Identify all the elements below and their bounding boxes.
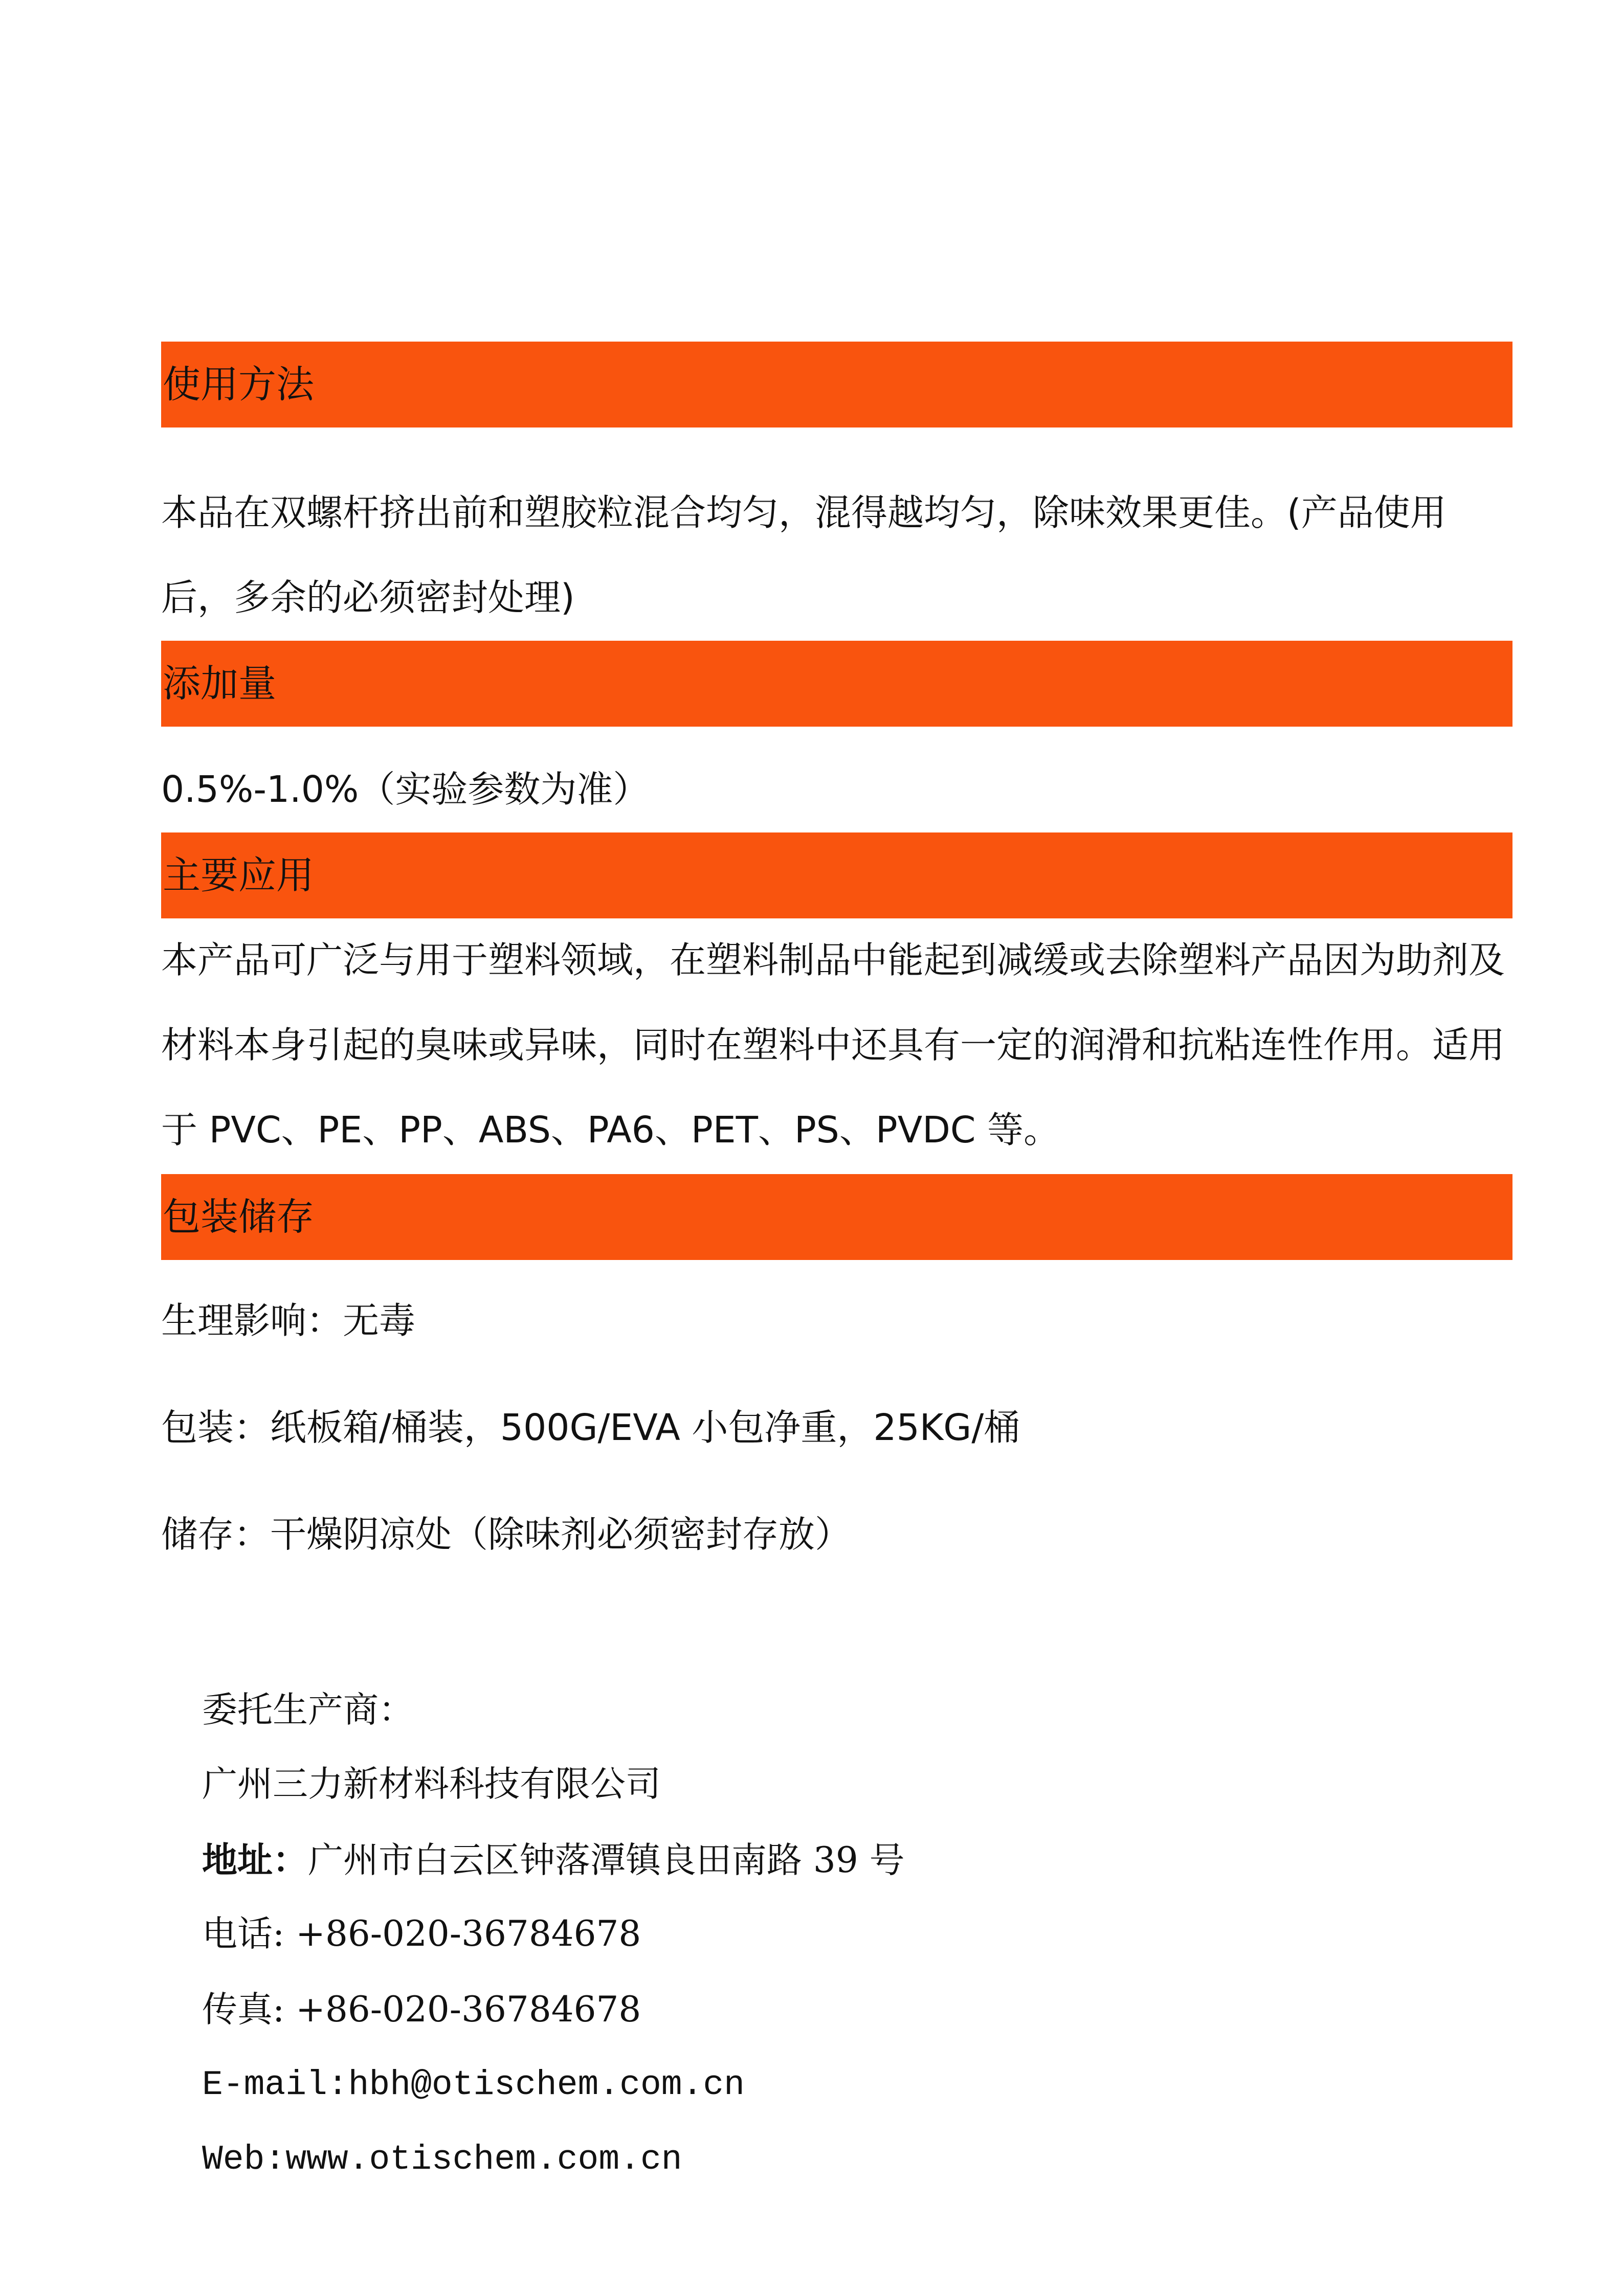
website-line[interactable]: Web:www.otischem.com.cn xyxy=(202,2140,682,2179)
section-header-packaging xyxy=(161,1174,1512,1260)
address-label: 地址： xyxy=(202,1839,308,1881)
physiology-text: 生理影响：无毒 xyxy=(161,1299,416,1342)
section-header-usage xyxy=(161,342,1512,427)
dosage-text: 0.5%-1.0%（实验参数为准） xyxy=(161,768,650,811)
address-line xyxy=(202,1839,905,1881)
address-value: 广州市白云区钟落潭镇良田南路 39 号 xyxy=(308,1840,905,1881)
section-header-dosage xyxy=(161,641,1512,727)
usage-paragraph: 本品在双螺杆挤出前和塑胶粒混合均匀，混得越均匀，除味效果更佳。(产品使用后，多余的必须密封处理) xyxy=(161,491,1447,619)
package-text: 包装：纸板箱/桶装，500G/EVA 小包净重，25KG/桶 xyxy=(161,1406,1020,1449)
section-header-application xyxy=(161,832,1512,918)
email-line[interactable]: E-mail:hbh@otischem.com.cn xyxy=(202,2065,745,2105)
storage-text: 储存：干燥阴凉处（除味剂必须密封存放） xyxy=(161,1513,852,1556)
section-title-dosage: 添加量 xyxy=(163,662,276,706)
phone-line: 电话: +86-020-36784678 xyxy=(202,1914,641,1954)
section-title-usage: 使用方法 xyxy=(163,363,314,407)
company-name: 广州三力新材料科技有限公司 xyxy=(202,1764,661,1805)
fax-line: 传真: +86-020-36784678 xyxy=(202,1989,641,2030)
manufacturer-label: 委托生产商： xyxy=(202,1690,414,1730)
application-paragraph: 本产品可广泛与用于塑料领域，在塑料制品中能起到减缓或去除塑料产品因为助剂及材料本身引起的臭味或异味，同时在塑料中还具有一定的润滑和抗粘连性作用。适用于 PVC、PE、PP、ABS、PA6、PET、PS、PVDC 等。 xyxy=(161,939,1505,1151)
section-title-application: 主要应用 xyxy=(163,853,314,897)
section-title-packaging: 包装储存 xyxy=(163,1195,314,1239)
